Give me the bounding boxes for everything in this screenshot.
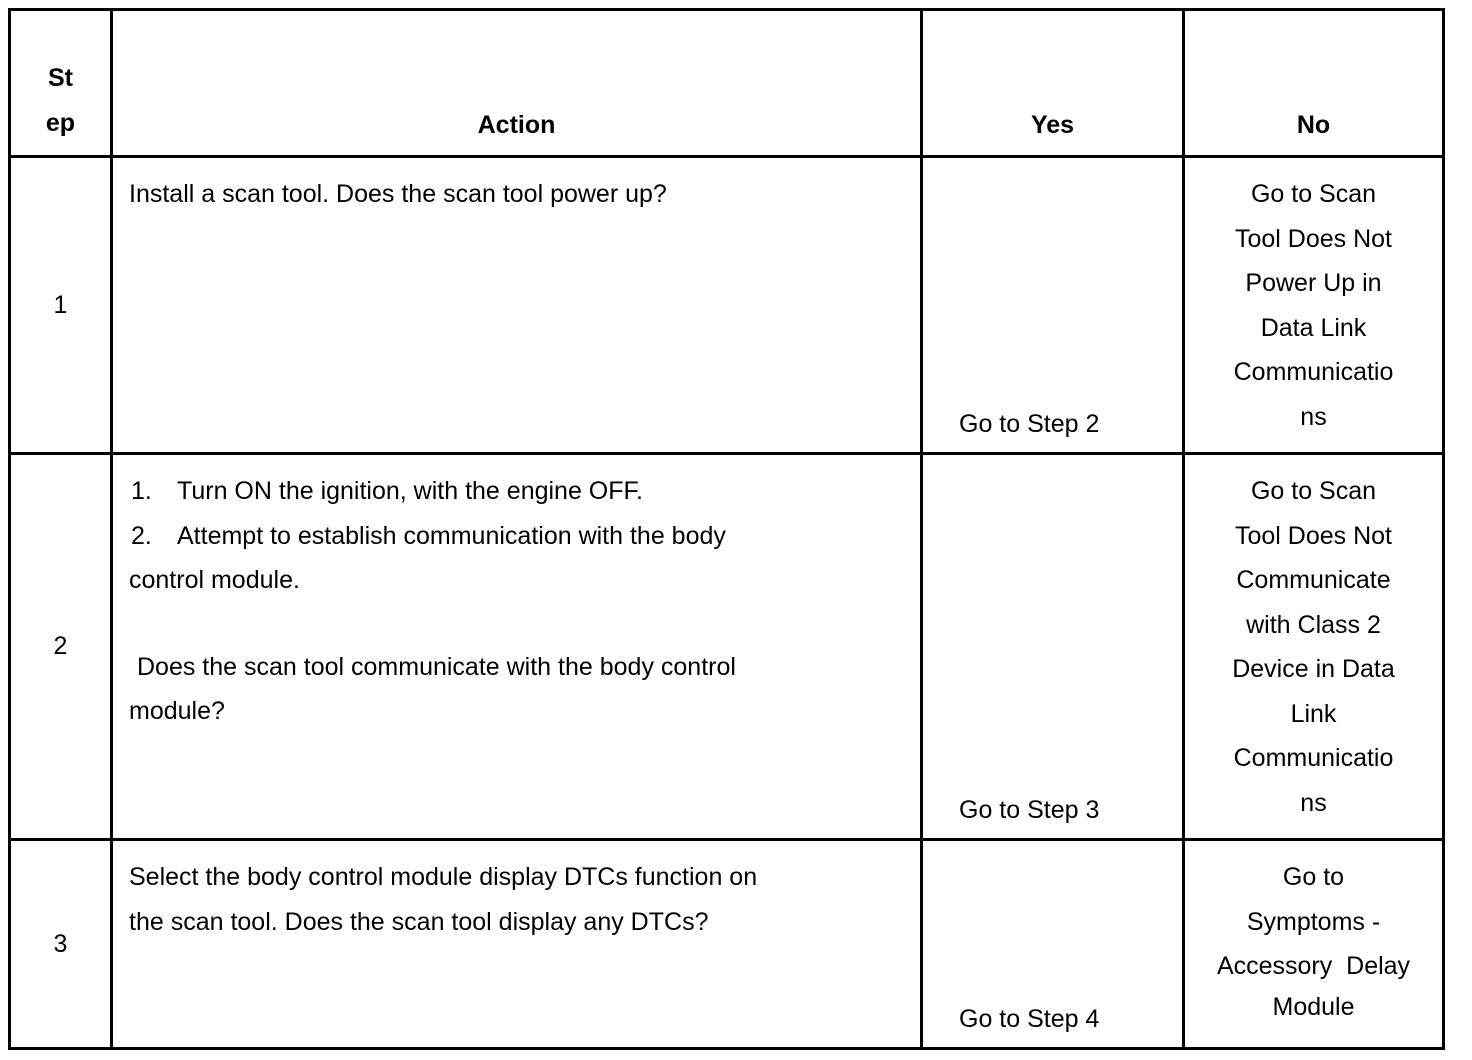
no-line: Communicate (1236, 566, 1391, 594)
spacer (129, 603, 904, 645)
action-cell (112, 840, 922, 1049)
yes-cell: Go to Step 3 (922, 454, 1184, 840)
header-row (10, 10, 1444, 157)
list-number: 2. (131, 521, 152, 550)
table-row-step-3 (10, 840, 1444, 1049)
action-list-item (129, 469, 904, 514)
action-line2: the scan tool. Does the scan tool display any DTCs? (129, 907, 709, 936)
yes-cell: Go to Step 2 (922, 157, 1184, 454)
action-text: Install a scan tool. Does the scan tool power up? (129, 180, 667, 208)
no-line: ns (1300, 402, 1327, 431)
no-line: Tool Does Not (1234, 224, 1393, 253)
action-list-item (129, 514, 904, 559)
no-line: Communicatio (1233, 744, 1394, 772)
list-number: 1. (131, 477, 152, 505)
no-cell (1184, 840, 1444, 1049)
no-line: Symptoms - (1246, 907, 1381, 936)
step-number: 3 (10, 840, 112, 1049)
yes-cell: Go to Step 4 (922, 840, 1184, 1049)
table-row-step-2 (10, 454, 1444, 840)
no-line: Accessory Delay (1216, 952, 1411, 980)
no-line: Go to (1282, 863, 1345, 891)
header-no: No (1184, 10, 1444, 157)
no-line: Link (1290, 699, 1337, 728)
no-line: Power Up in (1245, 269, 1382, 297)
header-yes: Yes (922, 10, 1184, 157)
list-text: Turn ON the ignition, with the engine OFF. (177, 477, 643, 505)
no-line: Go to Scan (1250, 180, 1377, 208)
action-cell (112, 454, 922, 840)
list-text: Attempt to establish communication with the body (177, 521, 726, 550)
table-row-step-1 (10, 157, 1444, 454)
header-step (10, 10, 112, 157)
action-continuation: control module. (129, 566, 300, 594)
no-line: Device in Data (1232, 655, 1395, 683)
no-line: Tool Does Not (1234, 521, 1393, 550)
no-line: Communicatio (1233, 358, 1394, 386)
no-line: Module (1272, 992, 1355, 1021)
header-step-line2: ep (45, 108, 76, 137)
header-step-line1: St (48, 64, 73, 92)
no-line: Go to Scan (1250, 477, 1377, 505)
no-line: with Class 2 (1246, 610, 1381, 639)
no-line: ns (1300, 788, 1327, 817)
action-question-line1: Does the scan tool communicate with the body control (137, 652, 736, 681)
diagnostic-table (8, 8, 1445, 1050)
header-action: Action (112, 10, 922, 157)
action-question-line2: module? (129, 697, 225, 725)
step-number: 2 (10, 454, 112, 840)
no-cell (1184, 157, 1444, 454)
step-number: 1 (10, 157, 112, 454)
action-line1: Select the body control module display DTCs function on (129, 863, 758, 891)
no-cell (1184, 454, 1444, 840)
action-cell (112, 157, 922, 454)
no-line: Data Link (1260, 313, 1367, 342)
